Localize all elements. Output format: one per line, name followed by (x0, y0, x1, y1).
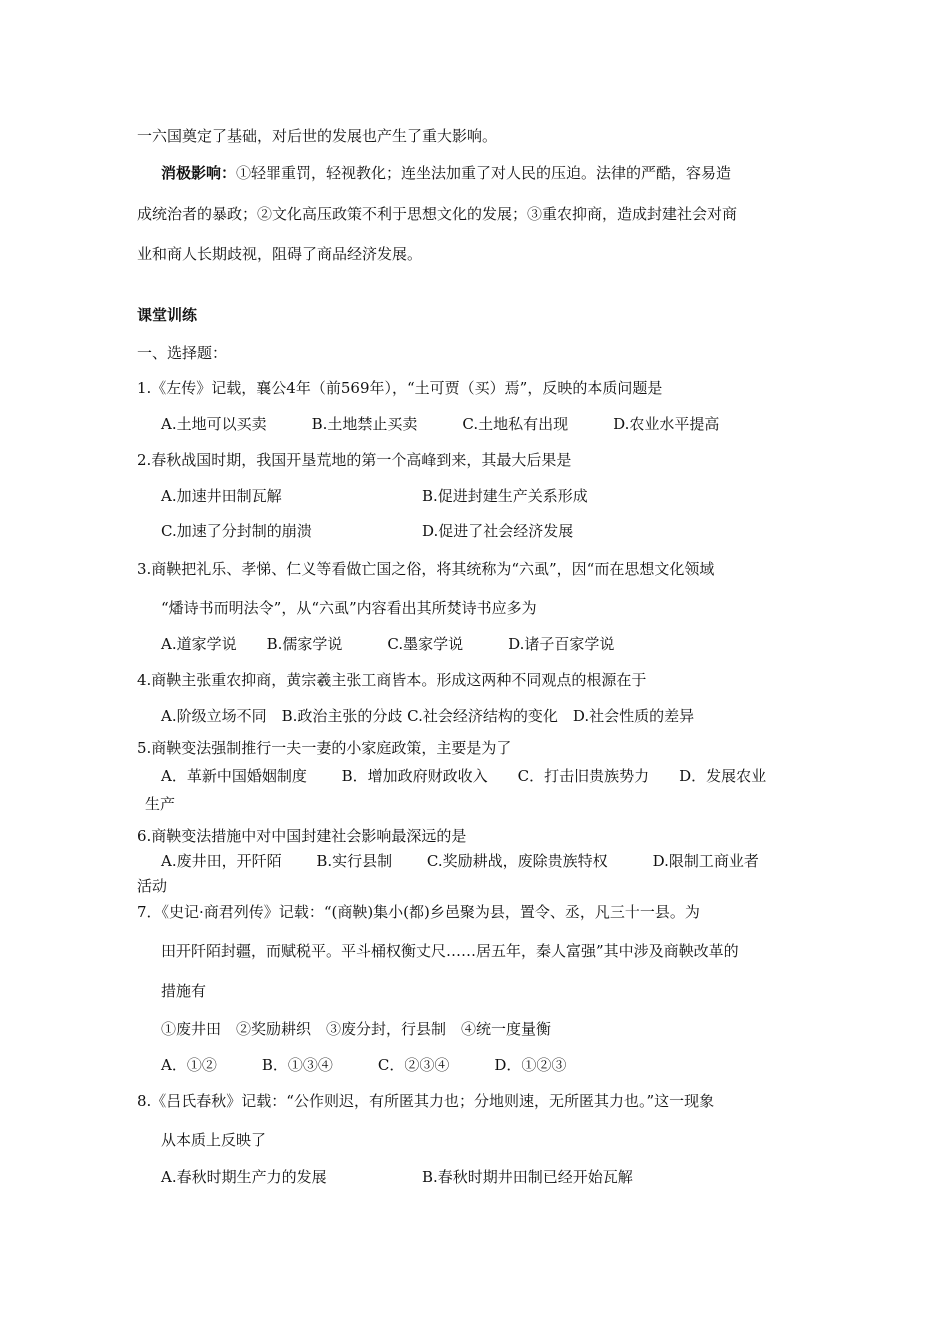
intro-line: 一六国奠定了基础，对后世的发展也产生了重大影响。 (137, 127, 498, 145)
question-options: A.道家学说 B.儒家学说 C.墨家学说 D.诸子百家学说 (161, 635, 615, 653)
question-stem: 8.《吕氏春秋》记载：“公作则迟，有所匿其力也；分地则速，无所匿其力也。”这一现象 (137, 1092, 715, 1110)
question-stem: 4.商鞅主张重农抑商，黄宗羲主张工商皆本。形成这两种不同观点的根源在于 (137, 671, 647, 689)
section-title: 课堂训练 (137, 306, 198, 324)
negative-impact-label: 消极影响： (161, 164, 237, 182)
option-d: D.促进了社会经济发展 (422, 522, 574, 540)
question-options: A.废井田，开阡陌 B.实行县制 C.奖励耕战，废除贵族特权 D.限制工商业者 (161, 852, 759, 870)
question-options: A.土地可以买卖 B.土地禁止买卖 C.土地私有出现 D.农业水平提高 (161, 415, 720, 433)
question-options: A.阶级立场不同 B.政治主张的分歧 C.社会经济结构的变化 D.社会性质的差异 (161, 707, 695, 725)
question-items: ①废井田 ②奖励耕织 ③废分封，行县制 ④统一度量衡 (161, 1020, 552, 1038)
question-stem: 1.《左传》记载，襄公4年（前569年），“土可贾（买）焉”，反映的本质问题是 (137, 379, 663, 397)
question-stem: 5.商鞅变法强制推行一夫一妻的小家庭政策，主要是为了 (137, 739, 512, 757)
question-options: A．①② B．①③④ C．②③④ D．①②③ (161, 1056, 567, 1074)
negative-impact-line: 业和商人长期歧视，阻碍了商品经济发展。 (137, 245, 423, 263)
question-stem: 从本质上反映了 (161, 1131, 267, 1149)
option-a: A.加速井田制瓦解 (161, 487, 282, 505)
question-stem: 措施有 (161, 982, 207, 1000)
option-c: C.加速了分封制的崩溃 (161, 522, 312, 540)
negative-impact-text: ①轻罪重罚，轻视教化；连坐法加重了对人民的压迫。法律的严酷，容易造 (236, 164, 732, 182)
question-stem: “燔诗书而明法令”，从“六虱”内容看出其所焚诗书应多为 (161, 599, 537, 617)
option-b: B.促进封建生产关系形成 (422, 487, 588, 505)
question-options: A．革新中国婚姻制度 B．增加政府财政收入 C．打击旧贵族势力 D．发展农业 (161, 767, 767, 785)
question-stem: 7．《史记·商君列传》记载：“(商鞅)集小(都)乡邑聚为县，置令、丞，凡三十一县。为 (137, 903, 700, 921)
question-options: 活动 (137, 877, 168, 895)
question-stem: 2.春秋战国时期，我国开垦荒地的第一个高峰到来，其最大后果是 (137, 451, 572, 469)
question-options: 生产 (145, 795, 176, 813)
negative-impact-paragraph (161, 163, 731, 183)
option-a: A.春秋时期生产力的发展 (161, 1168, 327, 1186)
option-b: B.春秋时期井田制已经开始瓦解 (422, 1168, 633, 1186)
question-stem: 6.商鞅变法措施中对中国封建社会影响最深远的是 (137, 827, 467, 845)
negative-impact-line: 成统治者的暴政；②文化高压政策不利于思想文化的发展；③重农抑商，造成封建社会对商 (137, 205, 738, 223)
question-stem: 田开阡陌封疆，而赋税平。平斗桶权衡丈尺……居五年，秦人富强”其中涉及商鞅改革的 (161, 942, 739, 960)
question-stem: 3.商鞅把礼乐、孝悌、仁义等看做亡国之俗，将其统称为“六虱”，因“而在思想文化领域 (137, 560, 715, 578)
section-subtitle: 一、选择题： (137, 344, 228, 362)
